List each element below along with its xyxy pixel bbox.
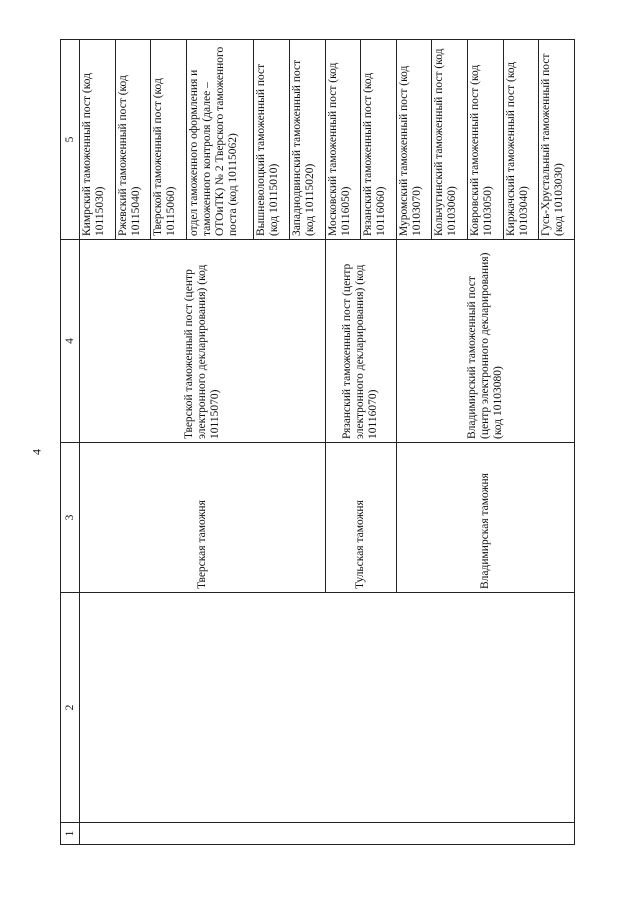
customs-table — [60, 39, 575, 845]
rotated-table-container — [60, 40, 575, 845]
customs-name: Тверская таможня — [80, 443, 326, 593]
customs-post: Вышневолоцкий таможенный пост (код 10115010) — [254, 40, 290, 240]
edc-post: Тверской таможенный пост (центр электронного декларирования) (код 10115070) — [80, 240, 326, 443]
customs-post: Ковровский таможенный пост (код 10103050) — [468, 40, 504, 240]
col-2-cell — [80, 593, 575, 823]
header-col-1: 1 — [61, 823, 80, 845]
customs-post: Ржевский таможенный пост (код 10115040) — [115, 40, 151, 240]
customs-name: Тульская таможня — [325, 443, 396, 593]
header-col-2: 2 — [61, 593, 80, 823]
customs-post: Киржачский таможенный пост (код 10103040) — [503, 40, 539, 240]
header-row — [61, 40, 80, 845]
customs-post: Рязанский таможенный пост (код 10116060) — [361, 40, 397, 240]
customs-post: Московский таможенный пост (код 10116050) — [325, 40, 361, 240]
edc-post: Рязанский таможенный пост (центр электронного декларирования) (код 10116070) — [325, 240, 396, 443]
header-col-5: 5 — [61, 40, 80, 240]
customs-post: отдел таможенного оформления и таможенного контроля (далее – ОТОиТК) № 2 Тверского таможенного поста (код 10115062) — [186, 40, 254, 240]
customs-post: Кимрский таможенный пост (код 10115030) — [80, 40, 116, 240]
customs-post: Гусь-Хрустальный таможенный пост (код 10103030) — [539, 40, 575, 240]
customs-post: Кольчугинский таможенный пост (код 10103060) — [432, 40, 468, 240]
header-col-4: 4 — [61, 240, 80, 443]
customs-post: Муромский таможенный пост (код 10103070) — [396, 40, 432, 240]
page-number: 4 — [29, 449, 44, 455]
table-row — [80, 40, 116, 845]
edc-post: Владимирский таможенный пост (центр электронного декларирования) (код 10103080) — [396, 240, 574, 443]
col-1-cell — [80, 823, 575, 845]
customs-name: Владимирская таможня — [396, 443, 574, 593]
header-col-3: 3 — [61, 443, 80, 593]
customs-post: Тверской таможенный пост (код 10115060) — [151, 40, 187, 240]
customs-post: Западнодвинский таможенный пост (код 10115020) — [289, 40, 325, 240]
